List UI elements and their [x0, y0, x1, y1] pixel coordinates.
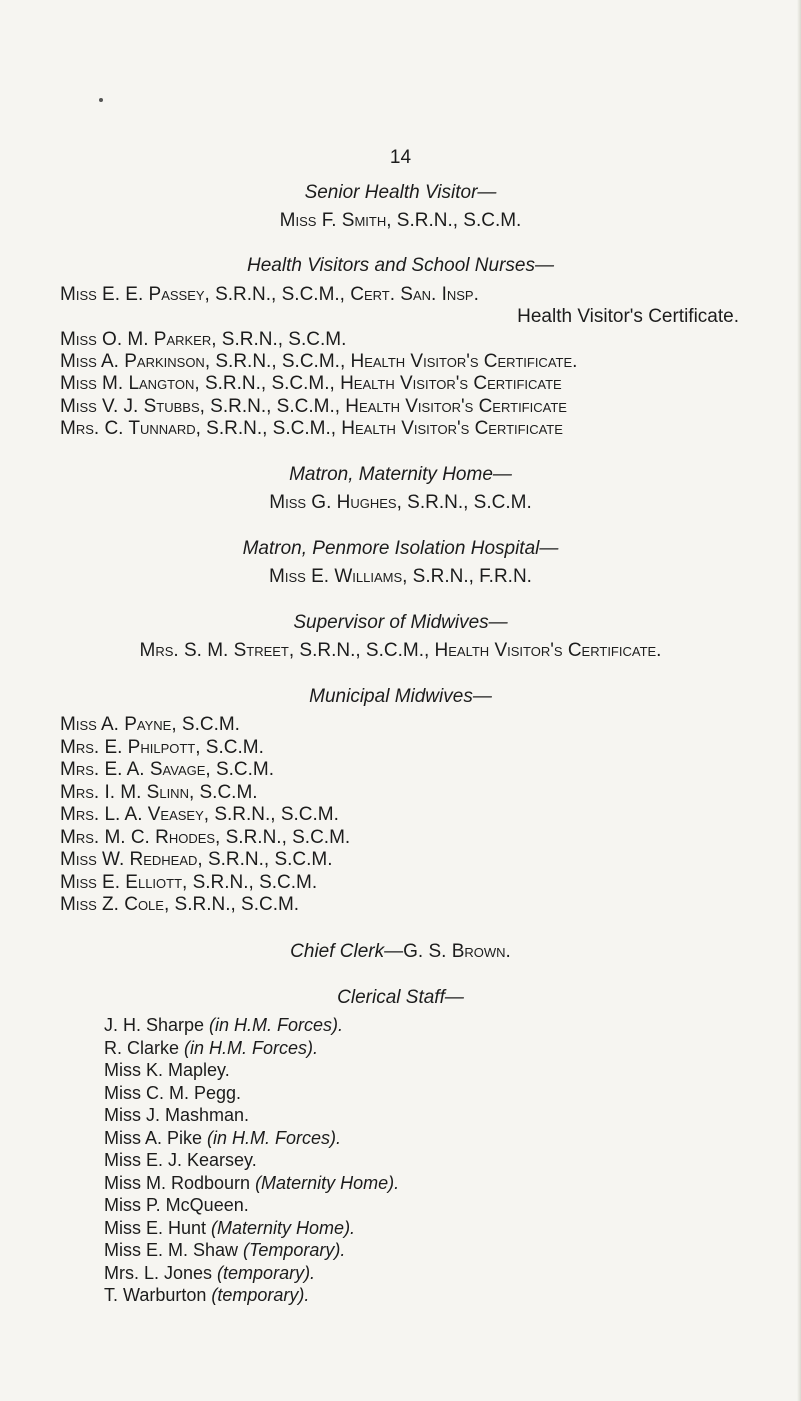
hv-entry: Miss O. M. Parker, S.R.N., S.C.M.	[60, 329, 347, 350]
hv-entry: Mrs. C. Tunnard, S.R.N., S.C.M., Health Visitor's Certificate	[60, 418, 563, 439]
clerical-staff-item: R. Clarke (in H.M. Forces).	[104, 1038, 319, 1058]
clerical-staff-item: Miss E. J. Kearsey.	[104, 1150, 257, 1170]
clerical-staff-item: J. H. Sharpe (in H.M. Forces).	[104, 1015, 344, 1035]
matron-maternity-heading: Matron, Maternity Home—	[289, 464, 512, 485]
midwife-item: Miss A. Payne, S.C.M.	[60, 714, 240, 735]
hv-entry: Miss V. J. Stubbs, S.R.N., S.C.M., Health Visitor's Certificate	[60, 396, 567, 417]
clerical-staff-item: Miss A. Pike (in H.M. Forces).	[104, 1128, 342, 1148]
midwife-item: Mrs. M. C. Rhodes, S.R.N., S.C.M.	[60, 827, 351, 848]
clerical-staff-item: Mrs. L. Jones (temporary).	[104, 1263, 316, 1283]
midwife-item: Miss E. Elliott, S.R.N., S.C.M.	[60, 872, 318, 893]
hv-entry: Miss A. Parkinson, S.R.N., S.C.M., Health Visitor's Certificate.	[60, 351, 578, 372]
matron-penmore-heading: Matron, Penmore Isolation Hospital—	[242, 538, 559, 559]
clerical-staff-item: Miss E. Hunt (Maternity Home).	[104, 1218, 356, 1238]
hv-entry: Miss E. E. Passey, S.R.N., S.C.M., Cert. San. Insp.	[60, 284, 479, 305]
clerical-heading: Clerical Staff—	[337, 987, 464, 1008]
clerical-staff-item: Miss J. Mashman.	[104, 1105, 250, 1125]
hv-entry: Miss M. Langton, S.R.N., S.C.M., Health Visitor's Certificate	[60, 373, 562, 394]
clerical-staff-item: T. Warburton (temporary).	[104, 1285, 310, 1305]
midwife-item: Mrs. I. M. Slinn, S.C.M.	[60, 782, 258, 803]
supervisor-name: Mrs. S. M. Street, S.R.N., S.C.M., Health Visitor's Certificate.	[139, 640, 662, 661]
clerical-staff-item: Miss M. Rodbourn (Maternity Home).	[104, 1173, 400, 1193]
health-visitors-heading: Health Visitors and School Nurses—	[247, 255, 554, 276]
chief-clerk-name: —G. S. Brown.	[384, 941, 511, 962]
midwife-item: Mrs. E. Philpott, S.C.M.	[60, 737, 264, 758]
senior-hv-name: Miss F. Smith, S.R.N., S.C.M.	[279, 210, 522, 231]
print-speck	[99, 98, 103, 102]
clerical-staff-item: Miss C. M. Pegg.	[104, 1083, 242, 1103]
hv-entry-continuation: Health Visitor's Certificate.	[517, 306, 739, 327]
midwife-item: Mrs. L. A. Veasey, S.R.N., S.C.M.	[60, 804, 339, 825]
midwives-heading: Municipal Midwives—	[309, 686, 492, 707]
chief-clerk-line	[0, 941, 801, 963]
clerical-staff-item: Miss K. Mapley.	[104, 1060, 230, 1080]
page-number: 14	[389, 147, 412, 168]
matron-maternity-name: Miss G. Hughes, S.R.N., S.C.M.	[269, 492, 532, 513]
supervisor-heading: Supervisor of Midwives—	[293, 612, 508, 633]
matron-penmore-name: Miss E. Williams, S.R.N., F.R.N.	[269, 566, 532, 587]
chief-clerk-label: Chief Clerk	[290, 941, 385, 962]
senior-hv-heading: Senior Health Visitor—	[304, 182, 497, 203]
midwife-item: Miss Z. Cole, S.R.N., S.C.M.	[60, 894, 300, 915]
clerical-staff-item: Miss P. McQueen.	[104, 1195, 249, 1215]
midwife-item: Miss W. Redhead, S.R.N., S.C.M.	[60, 849, 333, 870]
midwife-item: Mrs. E. A. Savage, S.C.M.	[60, 759, 275, 780]
clerical-staff-item: Miss E. M. Shaw (Temporary).	[104, 1240, 346, 1260]
